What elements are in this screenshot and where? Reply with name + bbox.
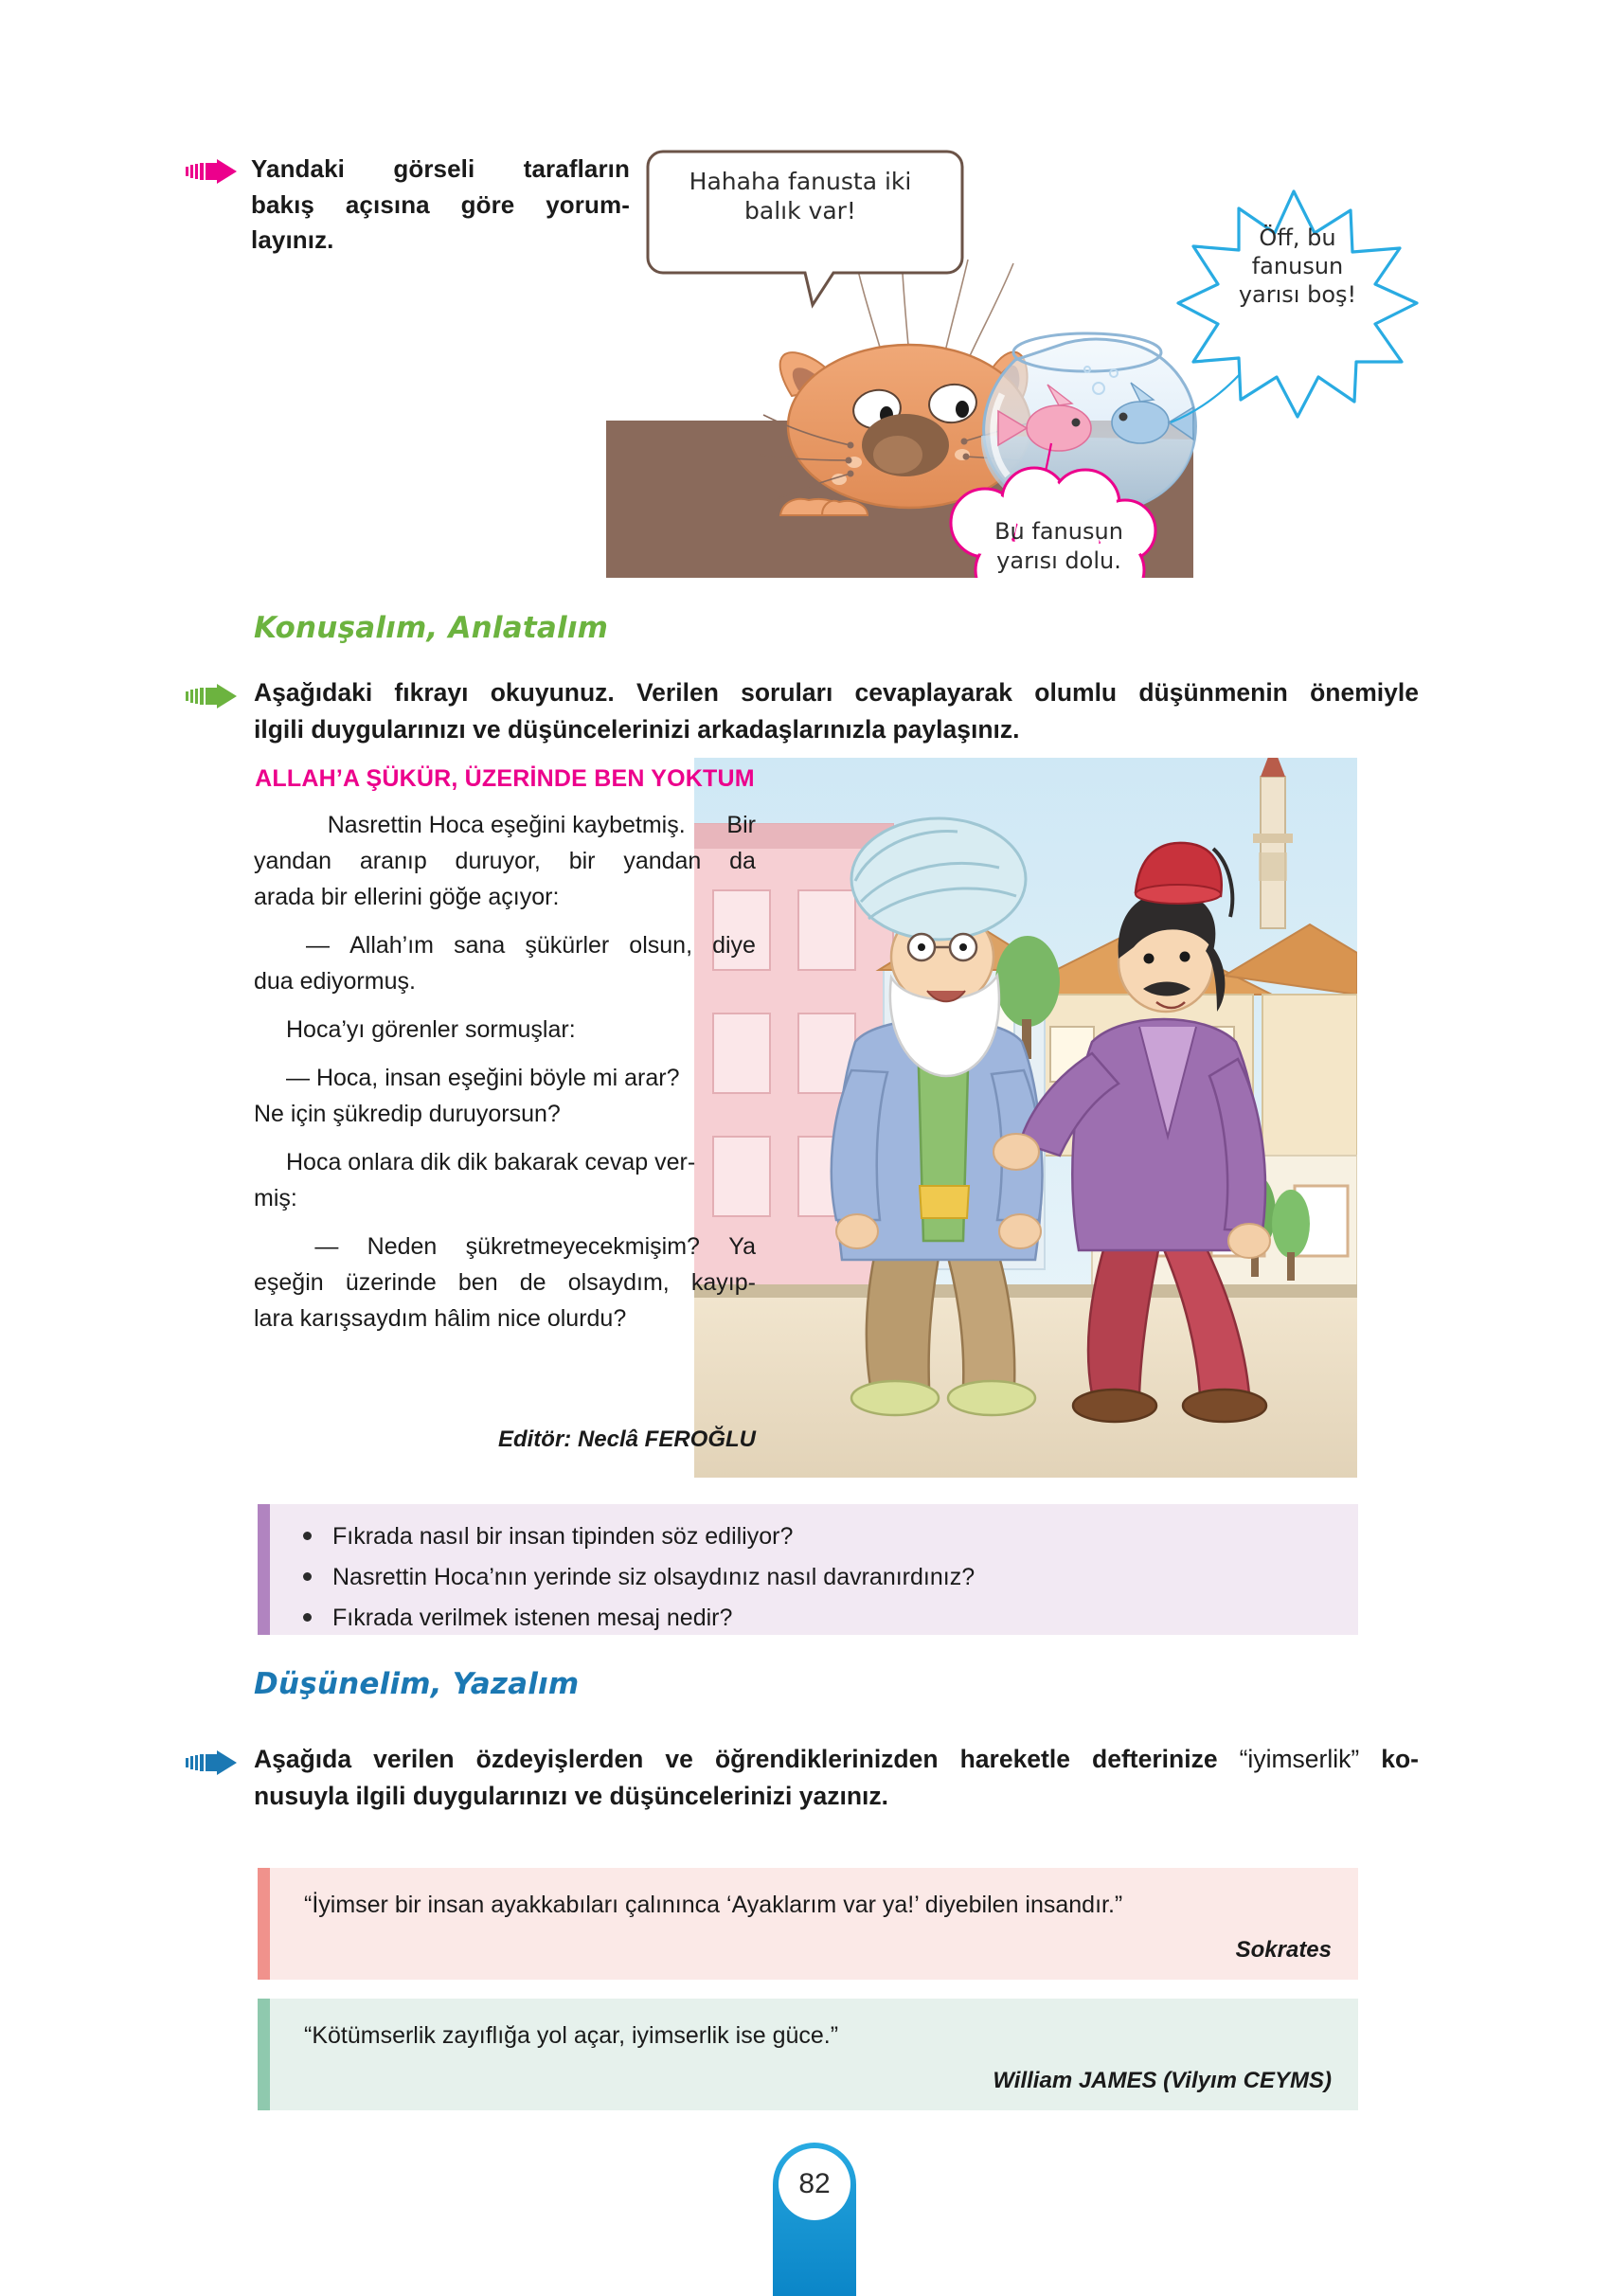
task3-quoted-term: “iyimserlik” xyxy=(1239,1745,1360,1773)
bullet-dot-icon xyxy=(303,1613,312,1622)
section-heading-speak: Konuşalım, Anlatalım xyxy=(254,611,609,645)
bullet-dot-icon xyxy=(303,1572,312,1581)
arrow-bullet-icon-3 xyxy=(186,1750,237,1775)
bubble-cloud-line2: yarısı dolu. xyxy=(996,547,1121,575)
task1-w5: açısına xyxy=(345,189,430,219)
story-paragraph-2 xyxy=(254,927,756,999)
task3-w5: öğrendiklerinizden xyxy=(714,1745,939,1773)
bubble-starburst-line1: Öff, bu xyxy=(1259,224,1336,251)
quote-2-text: “Kötümserlik zayıflığa yol açar, iyimserlik ise güce.” xyxy=(304,2022,839,2049)
p1-s4: aranıp xyxy=(359,848,427,874)
story-illustration xyxy=(694,758,1357,1478)
p2-s2: Allah’ım xyxy=(349,932,435,959)
quote-box-william-james xyxy=(258,1999,1358,2110)
p4-l2: Ne için şükredip duruyorsun? xyxy=(254,1101,561,1127)
p6-s5: eşeğin xyxy=(254,1269,324,1296)
p1-s9: arada bir ellerini göğe açıyor: xyxy=(254,884,560,910)
task1-w6: göre xyxy=(460,189,515,219)
question-item-2 xyxy=(332,1557,1358,1598)
task2-w6: cevaplayarak xyxy=(854,678,1013,707)
page-number: 82 xyxy=(779,2148,850,2220)
task3-w8: ko- xyxy=(1381,1745,1419,1773)
task1-w8: layınız. xyxy=(251,225,334,255)
story-paragraph-5 xyxy=(254,1144,756,1216)
task2-instruction xyxy=(254,674,1419,748)
task3-w6: hareketle xyxy=(959,1745,1070,1773)
p2-s7: dua ediyormuş. xyxy=(254,968,416,995)
question-2-text: Nasrettin Hoca’nın yerinde siz olsaydınız nasıl davranırdınız? xyxy=(332,1564,976,1590)
p6-s11: lara karışsaydım hâlim nice olurdu? xyxy=(254,1305,627,1332)
p2-s5: olsun, xyxy=(629,932,693,959)
p1-s1: Nasrettin Hoca eşeğini kaybetmiş. xyxy=(327,812,686,838)
p1-s6: bir xyxy=(568,848,596,874)
story-text xyxy=(254,807,756,1349)
bubble-cat-line2: balık var! xyxy=(744,197,856,225)
task1-instruction xyxy=(251,152,630,259)
question-3-text: Fıkrada verilmek istenen mesaj nedir? xyxy=(332,1605,733,1631)
task3-line2: nusuyla ilgili duygularınızı ve düşüncelerinizi yazınız. xyxy=(254,1782,889,1811)
question-1-text: Fıkrada nasıl bir insan tipinden söz ediliyor? xyxy=(332,1523,794,1550)
p6-s2: Neden xyxy=(367,1233,438,1260)
story-paragraph-4 xyxy=(254,1060,756,1132)
task2-w3: okuyunuz. xyxy=(490,678,615,707)
story-editor-credit: Editör: Neclâ FEROĞLU xyxy=(497,1426,756,1452)
task1-w3: tarafların xyxy=(523,154,630,183)
task3-w7: defterinize xyxy=(1092,1745,1218,1773)
p2-s6: diye xyxy=(712,932,756,959)
p1-s8: da xyxy=(729,848,756,874)
arrow-bullet-icon-2 xyxy=(186,684,237,709)
task2-w9: önemiyle xyxy=(1310,678,1419,707)
p6-s4: Ya xyxy=(728,1233,756,1260)
story-paragraph-6 xyxy=(254,1229,756,1336)
task1-w1: Yandaki xyxy=(251,154,345,183)
bubble-cloud-text xyxy=(964,517,1154,576)
task1-w2: görseli xyxy=(393,154,475,183)
p2-s1: — xyxy=(306,932,331,959)
question-item-3 xyxy=(332,1598,1358,1639)
section-heading-write: Düşünelim, Yazalım xyxy=(254,1667,580,1701)
p2-s4: şükürler xyxy=(525,932,610,959)
p6-s8: de xyxy=(519,1269,546,1296)
page-number-tab xyxy=(773,2143,856,2296)
quote-2-author: William JAMES (Vilyım CEYMS) xyxy=(993,2068,1332,2093)
task1-w4: bakış xyxy=(251,189,314,219)
cat-fishbowl-illustration xyxy=(606,142,1421,578)
p1-s5: duruyor, xyxy=(455,848,541,874)
bubble-starburst-text xyxy=(1212,224,1383,310)
p1-s7: yandan xyxy=(623,848,702,874)
question-item-1 xyxy=(332,1516,1358,1557)
story-paragraph-1 xyxy=(254,807,756,915)
story-block xyxy=(254,758,1357,1478)
bubble-starburst-line2: fanusun xyxy=(1251,253,1344,280)
task1-w7: yorum- xyxy=(546,189,630,219)
p5-l1: Hoca onlara dik dik bakarak cevap ver- xyxy=(286,1149,696,1175)
p6-s7: ben xyxy=(457,1269,498,1296)
p2-s3: sana xyxy=(454,932,506,959)
p6-s6: üzerinde xyxy=(345,1269,437,1296)
bubble-cat-text xyxy=(644,167,957,226)
task3-w4: ve xyxy=(665,1745,693,1773)
p6-s1: — xyxy=(314,1233,339,1260)
p4-l1: — Hoca, insan eşeğini böyle mi arar? xyxy=(286,1065,680,1091)
story-paragraph-3: Hoca’yı görenler sormuşlar: xyxy=(286,1016,576,1043)
p1-s3: yandan xyxy=(254,848,332,874)
quote-1-text: “İyimser bir insan ayakkabıları çalınınca ‘Ayaklarım var ya!’ diyebilen insandır.” xyxy=(304,1892,1123,1918)
bubble-cloud-line1: Bu fanusun xyxy=(994,518,1123,545)
task2-line2: ilgili duygularınızı ve düşüncelerinizi arkadaşlarınızla paylaşınız. xyxy=(254,715,1020,744)
task2-w8: düşünmenin xyxy=(1138,678,1288,707)
quote-box-sokrates xyxy=(258,1868,1358,1980)
p5-l2: miş: xyxy=(254,1185,297,1211)
p1-s2: Bir xyxy=(726,812,756,838)
task3-w1: Aşağıda xyxy=(254,1745,352,1773)
task2-w4: Verilen xyxy=(635,678,719,707)
task2-w5: soruları xyxy=(741,678,833,707)
task3-w3: özdeyişlerden xyxy=(475,1745,644,1773)
arrow-bullet-icon xyxy=(186,159,237,184)
quote-1-author: Sokrates xyxy=(1235,1937,1332,1963)
p6-s3: şükretmeyecekmişim? xyxy=(465,1233,700,1260)
questions-box xyxy=(258,1504,1358,1635)
task2-w1: Aşağıdaki xyxy=(254,678,373,707)
bubble-starburst-line3: yarısı boş! xyxy=(1238,281,1357,309)
p6-s9: olsaydım, xyxy=(567,1269,670,1296)
bullet-dot-icon xyxy=(303,1532,312,1540)
task3-w2: verilen xyxy=(373,1745,455,1773)
task2-w7: olumlu xyxy=(1034,678,1118,707)
bubble-cat-line1: Hahaha fanusta iki xyxy=(689,168,912,195)
story-title: ALLAH’A ŞÜKÜR, ÜZERİNDE BEN YOKTUM xyxy=(255,765,755,792)
task2-w2: fıkrayı xyxy=(394,678,469,707)
task3-instruction xyxy=(254,1741,1419,1815)
questions-list xyxy=(270,1516,1358,1639)
p6-s10: kayıp- xyxy=(690,1269,756,1296)
